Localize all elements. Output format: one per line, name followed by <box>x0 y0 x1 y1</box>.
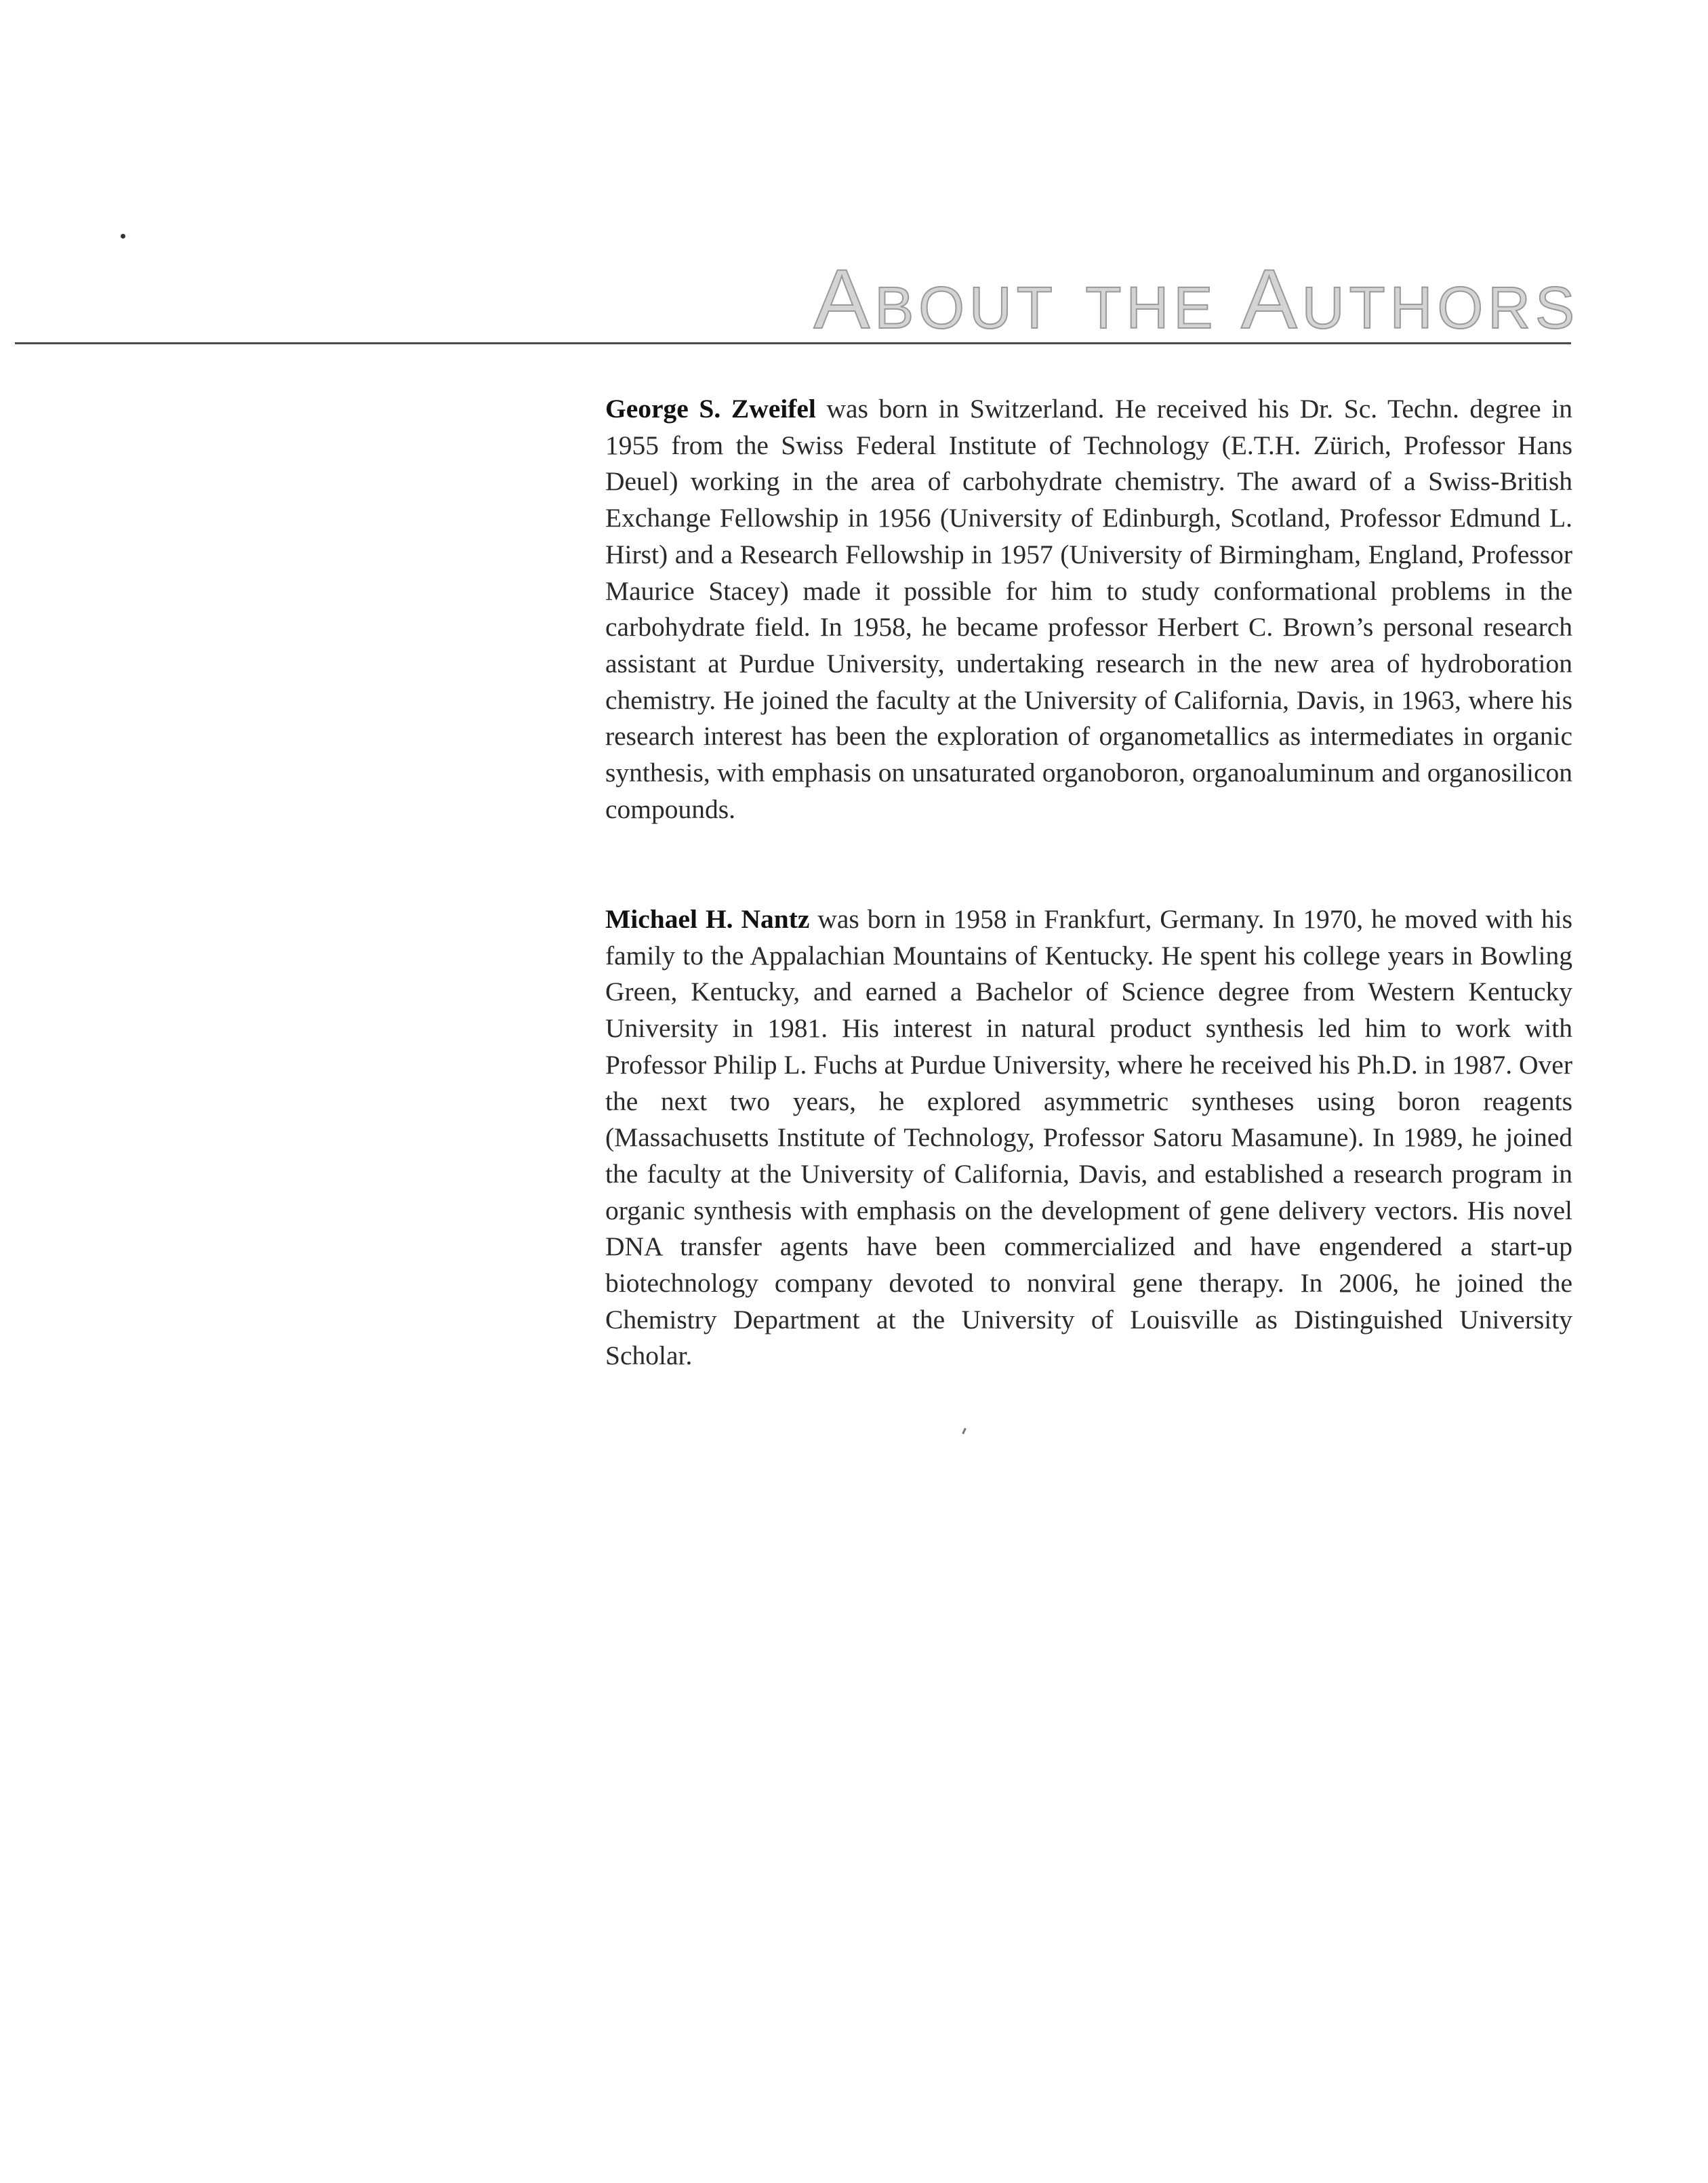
author-bio-nantz <box>605 901 1572 1374</box>
scan-speck <box>121 234 125 239</box>
author-name-zweifel: George S. Zweifel <box>605 394 816 424</box>
author-bio-text-zweifel: was born in Switzerland. He received his Dr. Sc. Techn. degree in 1955 from the Swiss Federal Institute of Technology (E.T.H. Zürich, Professor Hans Deuel) working in the area of carbohydrate chemistry. The award of a Swiss-British Exchange Fellowship in 1956 (University of Edinburgh, Scotland, Professor Edmund L. Hirst) and a Research Fellowship in 1957 (University of Birmingham, England, Professor Maurice Stacey) made it possible for him to study conformational problems in the carbohydrate field. In 1958, he became professor Herbert C. Brown’s personal research assistant at Purdue University, undertaking research in the new area of hydroboration chemistry. He joined the faculty at the University of California, Davis, in 1963, where his research interest has been the exploration of organometallics as intermediates in organic synthesis, with emphasis on unsaturated organoboron, organoaluminum and organosilicon compounds. <box>605 394 1572 824</box>
title-rule <box>15 342 1571 344</box>
scan-mark <box>962 1428 967 1434</box>
author-bio-text-nantz: was born in 1958 in Frankfurt, Germany. In 1970, he moved with his family to the Appalachian Mountains of Kentucky. He spent his college years in Bowling Green, Kentucky, and earned a Bachelor of Science degree from Western Kentucky University in 1981. His interest in natural product synthesis led him to work with Professor Philip L. Fuchs at Purdue University, where he received his Ph.D. in 1987. Over the next two years, he explored asymmetric syntheses using boron reagents (Massachusetts Institute of Technology, Professor Satoru Masamune). In 1989, he joined the faculty at the University of California, Davis, and established a research program in organic synthesis with emphasis on the development of gene delivery vectors. His novel DNA transfer agents have been commercialized and have engendered a start-up biotechnology company devoted to nonviral gene therapy. In 2006, he joined the Chemistry Department at the University of Louisville as Distinguished University Scholar. <box>605 904 1572 1371</box>
page-title: About the Authors <box>813 253 1579 346</box>
author-name-nantz: Michael H. Nantz <box>605 904 810 934</box>
author-bio-zweifel <box>605 391 1572 828</box>
